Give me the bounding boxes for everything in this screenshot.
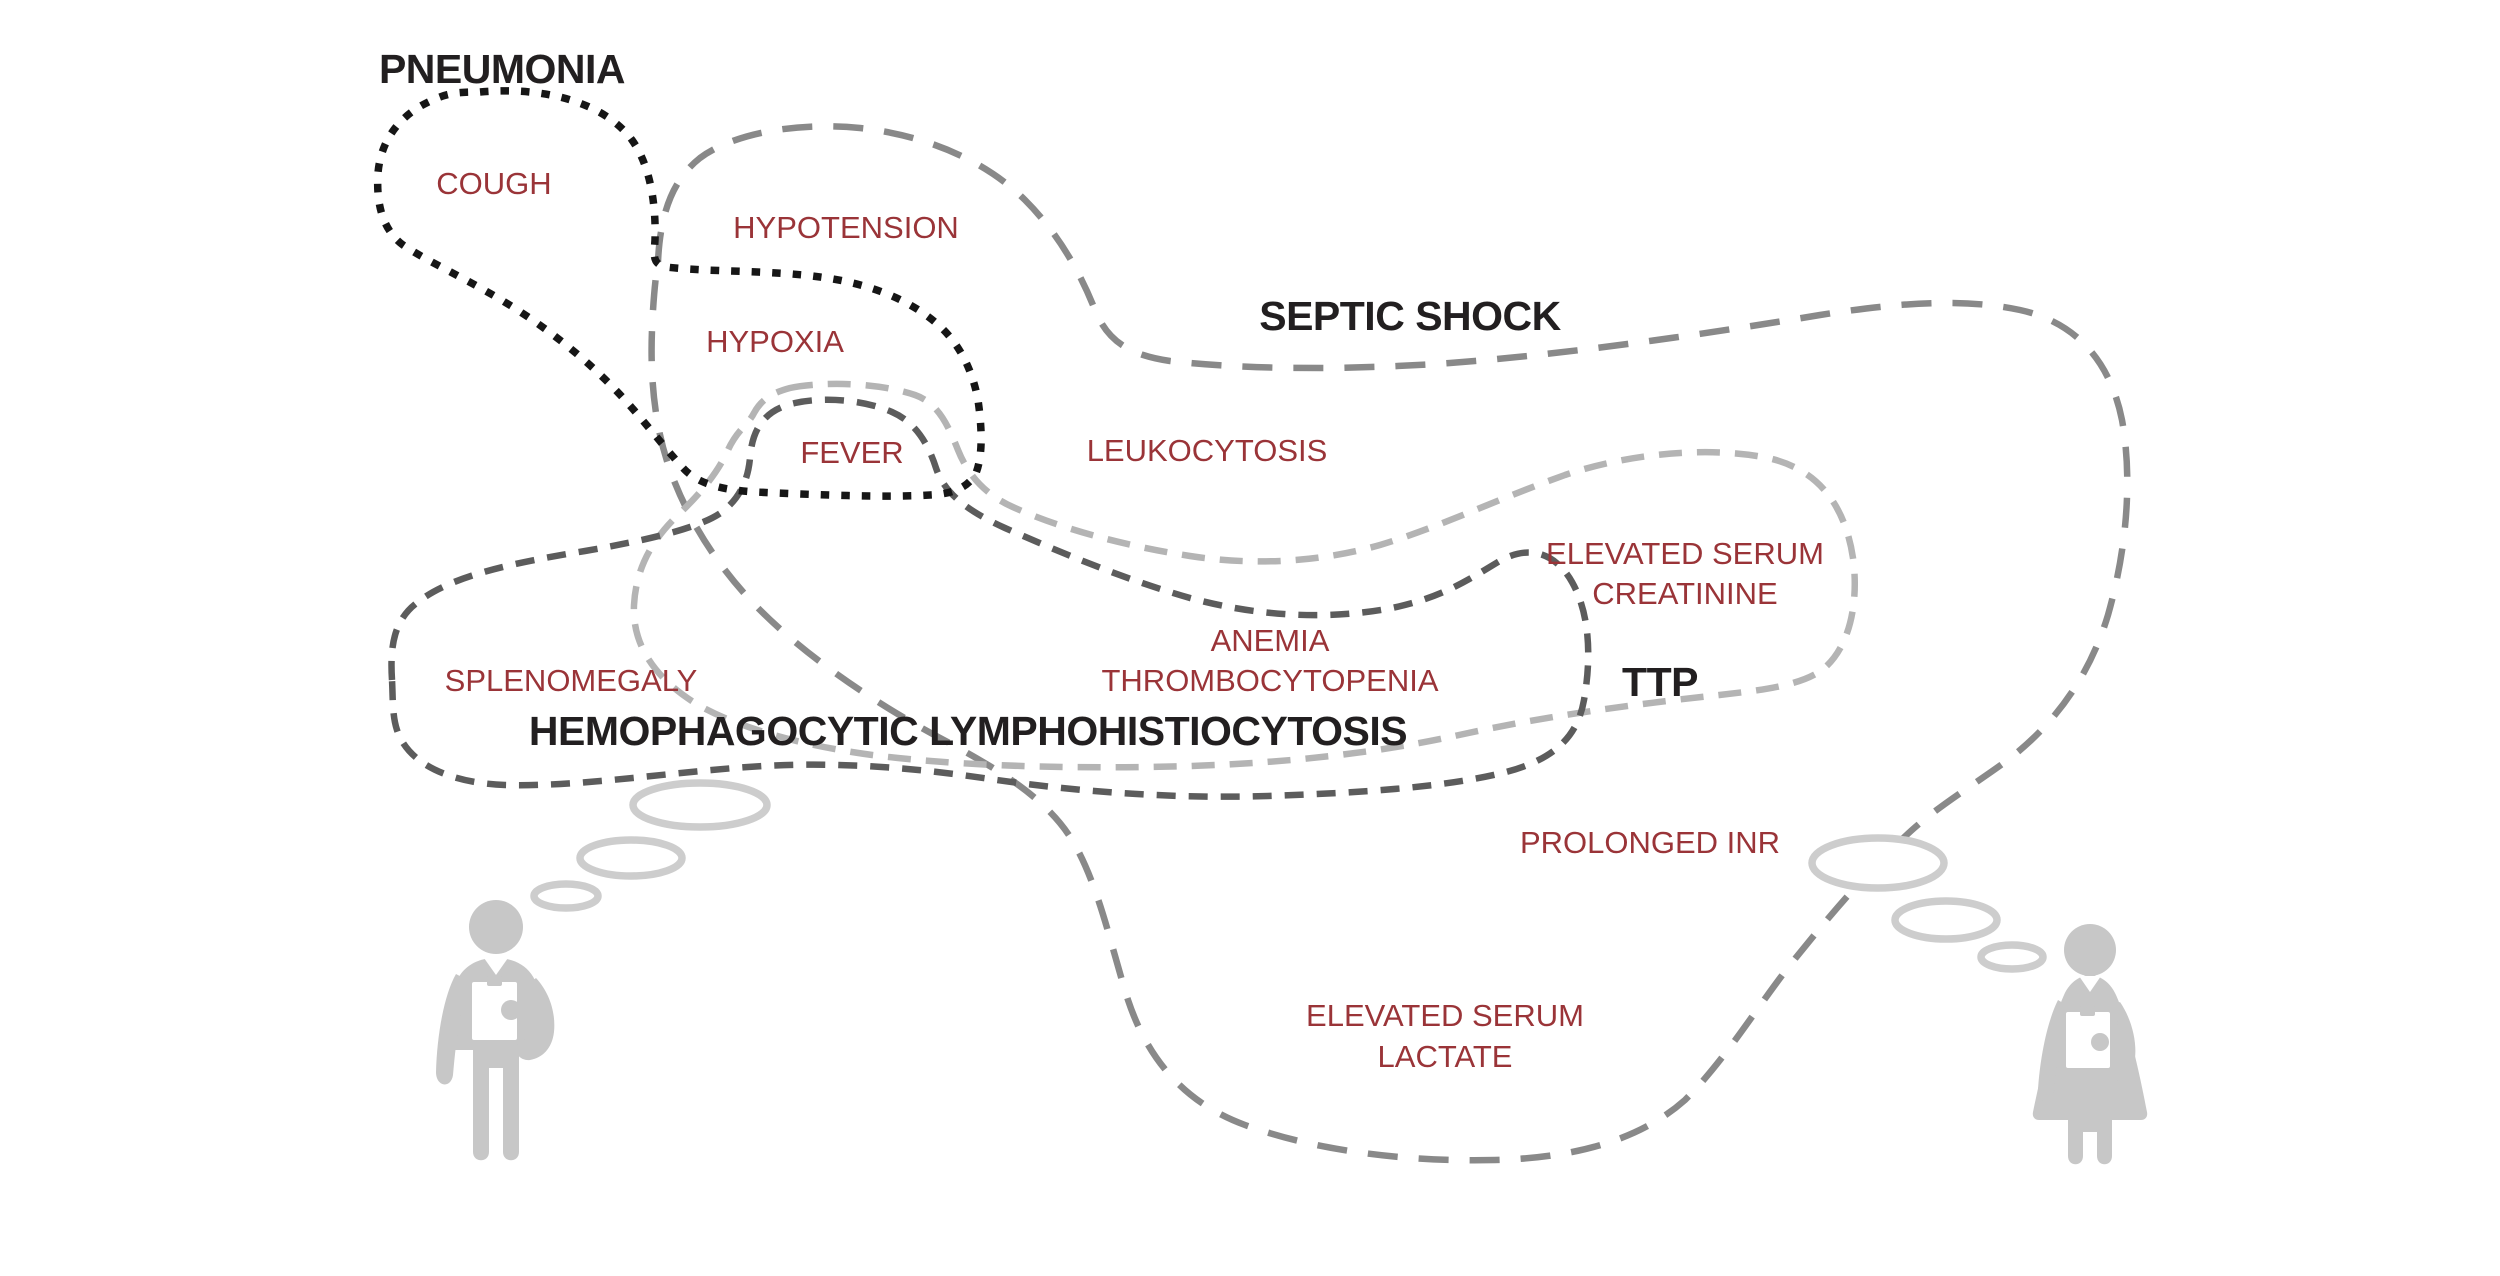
thought-bubble-icon <box>580 840 682 876</box>
thought-bubble-icon <box>633 783 767 827</box>
thought-bubble-icon <box>534 884 598 908</box>
finding-label-elevated-serum-creatinine-line2: CREATININE <box>1592 576 1778 611</box>
finding-label-fever: FEVER <box>800 435 904 470</box>
finding-label-leukocytosis: LEUKOCYTOSIS <box>1086 433 1328 468</box>
thought-bubble-icon <box>1895 901 1997 939</box>
finding-label-anemia: ANEMIA <box>1210 623 1330 658</box>
male-clinician-silhouette-icon <box>436 900 554 1160</box>
finding-label-cough: COUGH <box>436 166 552 201</box>
right-thought-bubbles <box>1812 838 2043 969</box>
finding-label-hypoxia: HYPOXIA <box>706 324 844 359</box>
diagnosis-label-hlh: HEMOPHAGOCYTIC LYMPHOHISTIOCYTOSIS <box>528 708 1408 754</box>
finding-label-prolonged-inr: PROLONGED INR <box>1519 825 1781 860</box>
thought-bubble-icon <box>1812 838 1944 888</box>
left-thought-bubbles <box>534 783 767 908</box>
diagnosis-label-septic-shock: SEPTIC SHOCK <box>1259 293 1561 339</box>
thought-bubble-icon <box>1981 945 2043 969</box>
female-clinician-silhouette-icon <box>2033 924 2147 1164</box>
finding-label-elevated-serum-lactate-line1: ELEVATED SERUM <box>1306 998 1584 1033</box>
finding-label-elevated-serum-creatinine-line1: ELEVATED SERUM <box>1546 536 1824 571</box>
diagnosis-label-pneumonia: PNEUMONIA <box>378 46 626 92</box>
finding-label-hypotension: HYPOTENSION <box>733 210 959 245</box>
finding-label-elevated-serum-lactate-line2: LACTATE <box>1377 1039 1513 1074</box>
finding-label-splenomegaly: SPLENOMEGALY <box>444 663 698 698</box>
finding-label-thrombocytopenia: THROMBOCYTOPENIA <box>1101 663 1439 698</box>
diagnosis-label-ttp: TTP <box>1622 659 1698 705</box>
